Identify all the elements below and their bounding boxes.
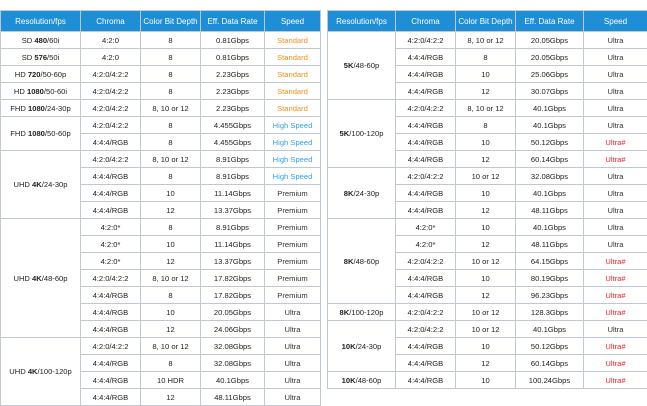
resolution-cell <box>1 151 81 219</box>
chroma-cell: 4:4:4/RGB <box>396 202 456 219</box>
chroma-cell: 4:4:4/RGB <box>81 372 141 389</box>
bit-depth-cell: 8, 10 or 12 <box>456 32 516 49</box>
bit-depth-cell: 10 <box>456 372 516 389</box>
speed-cell: Ultra <box>584 236 647 253</box>
data-rate-cell: 40.1Gbps <box>516 219 584 236</box>
chroma-cell: 4:2:0/4:2:2 <box>81 338 141 355</box>
table-row <box>1 66 321 83</box>
chroma-cell: 4:2:0* <box>81 236 141 253</box>
bit-depth-cell: 8 <box>141 32 201 49</box>
chroma-cell: 4:4:4/RGB <box>81 185 141 202</box>
bit-depth-cell: 10 <box>141 304 201 321</box>
resolution-rate: /48-60p <box>356 376 382 385</box>
data-rate-cell: 80.19Gbps <box>516 270 584 287</box>
speed-cell: High Speed <box>265 151 321 168</box>
chroma-cell: 4:4:4/RGB <box>396 83 456 100</box>
data-rate-cell: 128.3Gbps <box>516 304 584 321</box>
resolution-value: 5K <box>340 129 350 138</box>
table-row <box>1 151 321 168</box>
bit-depth-cell: 8 <box>141 168 201 185</box>
data-rate-cell: 30.07Gbps <box>516 83 584 100</box>
header-speed: Speed <box>584 11 647 32</box>
table-row <box>328 32 647 49</box>
resolution-cell <box>1 83 81 100</box>
resolution-prefix: SD <box>22 36 35 45</box>
table-row <box>328 219 647 236</box>
bit-depth-cell: 12 <box>141 321 201 338</box>
speed-cell: High Speed <box>265 168 321 185</box>
resolution-value: 8K <box>340 308 350 317</box>
chroma-cell: 4:2:0/4:2:2 <box>81 270 141 287</box>
bit-depth-cell: 8 <box>141 355 201 372</box>
speed-cell: Ultra <box>265 389 321 406</box>
resolution-prefix: FHD <box>10 129 28 138</box>
speed-cell: Standard <box>265 83 321 100</box>
data-rate-cell: 60.14Gbps <box>516 151 584 168</box>
resolution-prefix: FHD <box>10 104 28 113</box>
resolution-cell <box>328 219 396 304</box>
table-row <box>1 117 321 134</box>
resolution-value: 8K <box>344 257 354 266</box>
bit-depth-cell: 8 <box>456 117 516 134</box>
resolution-rate: /24-30p <box>42 180 68 189</box>
chroma-cell: 4:2:0/4:2:2 <box>396 321 456 338</box>
bit-depth-cell: 8, 10 or 12 <box>141 270 201 287</box>
chroma-cell: 4:2:0* <box>396 236 456 253</box>
speed-cell: Ultra# <box>584 253 647 270</box>
data-rate-cell: 11.14Gbps <box>201 185 265 202</box>
table-row <box>1 32 321 49</box>
data-rate-cell: 8.91Gbps <box>201 168 265 185</box>
bit-depth-cell: 12 <box>456 236 516 253</box>
resolution-prefix: UHD <box>13 180 32 189</box>
bit-depth-cell: 10 <box>456 338 516 355</box>
speed-cell: Ultra# <box>584 151 647 168</box>
bit-depth-cell: 10 <box>456 219 516 236</box>
chroma-cell: 4:4:4/RGB <box>81 304 141 321</box>
data-rate-cell: 4.455Gbps <box>201 117 265 134</box>
data-rate-cell: 40.1Gbps <box>516 321 584 338</box>
speed-cell: Ultra# <box>584 355 647 372</box>
speed-cell: Standard <box>265 49 321 66</box>
data-rate-cell: 25.06Gbps <box>516 66 584 83</box>
table-row <box>328 168 647 185</box>
data-rate-cell: 40.1Gbps <box>516 117 584 134</box>
speed-cell: Ultra <box>584 83 647 100</box>
resolution-prefix: UHD <box>9 367 28 376</box>
resolution-rate: /48-60p <box>353 61 379 70</box>
speed-cell: Ultra <box>265 355 321 372</box>
data-rate-cell: 20.05Gbps <box>516 32 584 49</box>
chroma-cell: 4:4:4/RGB <box>396 338 456 355</box>
bit-depth-cell: 10 <box>141 185 201 202</box>
chroma-cell: 4:2:0/4:2:2 <box>396 32 456 49</box>
data-rate-cell: 32.08Gbps <box>201 355 265 372</box>
bit-depth-cell: 10 or 12 <box>456 253 516 270</box>
resolution-rate: /50i <box>47 53 59 62</box>
resolution-value: 4K <box>32 274 42 283</box>
data-rate-cell: 17.82Gbps <box>201 287 265 304</box>
data-rate-cell: 2.23Gbps <box>201 66 265 83</box>
table-row <box>1 338 321 355</box>
bit-depth-cell: 10 <box>456 66 516 83</box>
data-rate-cell: 48.11Gbps <box>516 202 584 219</box>
chroma-cell: 4:4:4/RGB <box>396 66 456 83</box>
resolution-rate: /24-30p <box>45 104 71 113</box>
resolution-rate: /48-60p <box>353 257 379 266</box>
resolution-rate: /50-60i <box>44 87 67 96</box>
speed-cell: Ultra <box>265 321 321 338</box>
bit-depth-cell: 8, 10 or 12 <box>141 338 201 355</box>
speed-cell: Ultra <box>584 49 647 66</box>
data-rate-cell: 13.37Gbps <box>201 253 265 270</box>
resolution-rate: /50-60p <box>45 129 71 138</box>
data-rate-cell: 20.05Gbps <box>516 49 584 66</box>
chroma-cell: 4:4:4/RGB <box>396 134 456 151</box>
resolution-cell <box>1 100 81 117</box>
speed-cell: Ultra <box>584 100 647 117</box>
table-left <box>0 10 321 406</box>
bit-depth-cell: 8, 10 or 12 <box>141 100 201 117</box>
data-rate-cell: 40.1Gbps <box>516 100 584 117</box>
header-chroma: Chroma <box>396 11 456 32</box>
data-rate-cell: 13.37Gbps <box>201 202 265 219</box>
header-bit-depth: Color Bit Depth <box>141 11 201 32</box>
resolution-rate: /24-30p <box>353 189 379 198</box>
speed-cell: Ultra <box>584 117 647 134</box>
table-left-body <box>1 32 321 406</box>
speed-cell: Premium <box>265 287 321 304</box>
table-row <box>1 100 321 117</box>
table-row <box>328 372 647 389</box>
chroma-cell: 4:2:0/4:2:2 <box>396 100 456 117</box>
data-rate-cell: 2.23Gbps <box>201 83 265 100</box>
bit-depth-cell: 12 <box>456 202 516 219</box>
data-rate-cell: 40.1Gbps <box>516 185 584 202</box>
bit-depth-cell: 8, 10 or 12 <box>456 100 516 117</box>
data-rate-cell: 11.14Gbps <box>201 236 265 253</box>
speed-cell: Ultra# <box>584 287 647 304</box>
header-resolution: Resolution/fps <box>328 11 396 32</box>
speed-cell: Ultra <box>584 321 647 338</box>
data-rate-cell: 100.24Gbps <box>516 372 584 389</box>
resolution-value: 1080 <box>28 129 45 138</box>
resolution-rate: /100-120p <box>349 308 383 317</box>
header-speed: Speed <box>265 11 321 32</box>
data-rate-cell: 24.06Gbps <box>201 321 265 338</box>
resolution-cell <box>1 338 81 406</box>
bit-depth-cell: 8 <box>141 134 201 151</box>
data-rate-cell: 64.15Gbps <box>516 253 584 270</box>
chroma-cell: 4:4:4/RGB <box>396 287 456 304</box>
data-rate-cell: 2.23Gbps <box>201 100 265 117</box>
resolution-value: 4K <box>32 180 42 189</box>
bit-depth-cell: 10 HDR <box>141 372 201 389</box>
data-rate-cell: 8.91Gbps <box>201 151 265 168</box>
resolution-prefix: UHD <box>13 274 32 283</box>
speed-cell: Ultra <box>584 66 647 83</box>
chroma-cell: 4:4:4/RGB <box>396 117 456 134</box>
speed-cell: Ultra# <box>584 338 647 355</box>
data-rate-cell: 48.11Gbps <box>201 389 265 406</box>
data-rate-cell: 50.12Gbps <box>516 338 584 355</box>
bit-depth-cell: 8 <box>141 287 201 304</box>
resolution-value: 576 <box>34 53 47 62</box>
bit-depth-cell: 12 <box>456 355 516 372</box>
resolution-rate: /60i <box>47 36 59 45</box>
resolution-cell <box>328 32 396 100</box>
bit-depth-cell: 8 <box>141 66 201 83</box>
resolution-cell <box>1 49 81 66</box>
chroma-cell: 4:2:0/4:2:2 <box>396 168 456 185</box>
speed-cell: Premium <box>265 236 321 253</box>
chroma-cell: 4:2:0* <box>396 219 456 236</box>
speed-cell: Premium <box>265 270 321 287</box>
resolution-cell <box>328 100 396 168</box>
speed-cell: Premium <box>265 253 321 270</box>
bit-depth-cell: 10 or 12 <box>456 321 516 338</box>
chroma-cell: 4:4:4/RGB <box>81 202 141 219</box>
resolution-value: 720 <box>28 70 41 79</box>
speed-cell: Ultra <box>265 372 321 389</box>
chroma-cell: 4:4:4/RGB <box>396 355 456 372</box>
data-rate-cell: 20.05Gbps <box>201 304 265 321</box>
table-row <box>328 100 647 117</box>
bit-depth-cell: 8 <box>141 83 201 100</box>
chroma-cell: 4:2:0* <box>81 219 141 236</box>
speed-cell: Premium <box>265 185 321 202</box>
bit-depth-cell: 12 <box>456 287 516 304</box>
resolution-rate: /100-120p <box>349 129 383 138</box>
resolution-cell <box>1 66 81 83</box>
speed-cell: Standard <box>265 32 321 49</box>
resolution-value: 1080 <box>27 87 44 96</box>
data-rate-cell: 0.81Gbps <box>201 49 265 66</box>
data-rate-cell: 17.82Gbps <box>201 270 265 287</box>
resolution-value: 10K <box>342 376 356 385</box>
speed-cell: Ultra# <box>584 270 647 287</box>
speed-cell: High Speed <box>265 134 321 151</box>
resolution-prefix: HD <box>15 70 28 79</box>
speed-cell: Ultra <box>584 202 647 219</box>
chroma-cell: 4:4:4/RGB <box>81 321 141 338</box>
chroma-cell: 4:4:4/RGB <box>81 168 141 185</box>
chroma-cell: 4:4:4/RGB <box>81 287 141 304</box>
resolution-cell <box>328 168 396 219</box>
bit-depth-cell: 12 <box>456 151 516 168</box>
table-right-body <box>328 32 647 389</box>
bit-depth-cell: 10 <box>456 185 516 202</box>
speed-cell: Ultra <box>584 168 647 185</box>
speed-cell: High Speed <box>265 117 321 134</box>
header-data-rate: Eff. Data Rate <box>516 11 584 32</box>
speed-cell: Ultra <box>584 185 647 202</box>
table-row <box>1 219 321 236</box>
chroma-cell: 4:2:0/4:2:2 <box>81 83 141 100</box>
speed-cell: Premium <box>265 219 321 236</box>
resolution-prefix: HD <box>14 87 27 96</box>
chroma-cell: 4:2:0* <box>81 253 141 270</box>
bit-depth-cell: 8 <box>141 49 201 66</box>
chroma-cell: 4:2:0/4:2:2 <box>81 151 141 168</box>
chroma-cell: 4:4:4/RGB <box>81 134 141 151</box>
header-data-rate: Eff. Data Rate <box>201 11 265 32</box>
resolution-rate: /48-60p <box>42 274 68 283</box>
chroma-cell: 4:4:4/RGB <box>81 355 141 372</box>
table-row <box>1 49 321 66</box>
table-row <box>1 83 321 100</box>
table-row <box>328 321 647 338</box>
chroma-cell: 4:4:4/RGB <box>396 270 456 287</box>
resolution-cell <box>328 372 396 389</box>
resolution-rate: /24-30p <box>356 342 382 351</box>
header-row <box>328 11 647 32</box>
chroma-cell: 4:4:4/RGB <box>81 389 141 406</box>
speed-cell: Standard <box>265 66 321 83</box>
bit-depth-cell: 10 <box>141 236 201 253</box>
data-rate-cell: 32.08Gbps <box>516 168 584 185</box>
speed-cell: Standard <box>265 100 321 117</box>
resolution-value: 1080 <box>28 104 45 113</box>
speed-cell: Ultra# <box>584 372 647 389</box>
resolution-cell <box>1 117 81 151</box>
data-rate-cell: 40.1Gbps <box>201 372 265 389</box>
chroma-cell: 4:2:0/4:2:2 <box>81 100 141 117</box>
speed-cell: Ultra <box>265 304 321 321</box>
resolution-rate: /100-120p <box>38 367 72 376</box>
header-row <box>1 11 321 32</box>
data-rate-cell: 8.91Gbps <box>201 219 265 236</box>
bit-depth-cell: 10 or 12 <box>456 168 516 185</box>
resolution-value: 4K <box>28 367 38 376</box>
header-bit-depth: Color Bit Depth <box>456 11 516 32</box>
bit-depth-cell: 10 <box>456 270 516 287</box>
resolution-cell <box>328 304 396 321</box>
chroma-cell: 4:2:0/4:2:2 <box>396 304 456 321</box>
bit-depth-cell: 8 <box>456 49 516 66</box>
header-resolution: Resolution/fps <box>1 11 81 32</box>
resolution-cell <box>328 321 396 372</box>
header-chroma: Chroma <box>81 11 141 32</box>
resolution-value: 5K <box>344 61 354 70</box>
chroma-cell: 4:4:4/RGB <box>396 151 456 168</box>
data-rate-cell: 32.08Gbps <box>201 338 265 355</box>
speed-cell: Ultra <box>265 338 321 355</box>
resolution-prefix: SD <box>22 53 35 62</box>
bit-depth-cell: 8 <box>141 117 201 134</box>
bit-depth-cell: 10 or 12 <box>456 304 516 321</box>
data-rate-cell: 60.14Gbps <box>516 355 584 372</box>
chroma-cell: 4:4:4/RGB <box>396 185 456 202</box>
table-right <box>327 10 647 389</box>
chroma-cell: 4:2:0 <box>81 32 141 49</box>
data-rate-cell: 50.12Gbps <box>516 134 584 151</box>
data-rate-cell: 96.23Gbps <box>516 287 584 304</box>
bit-depth-cell: 8 <box>141 219 201 236</box>
chroma-cell: 4:2:0/4:2:2 <box>396 253 456 270</box>
speed-cell: Ultra# <box>584 304 647 321</box>
speed-cell: Ultra <box>584 219 647 236</box>
table-row <box>328 304 647 321</box>
data-rate-cell: 4.455Gbps <box>201 134 265 151</box>
resolution-value: 10K <box>342 342 356 351</box>
bit-depth-cell: 12 <box>141 389 201 406</box>
resolution-value: 480 <box>34 36 47 45</box>
data-rate-cell: 0.81Gbps <box>201 32 265 49</box>
speed-cell: Ultra# <box>584 134 647 151</box>
bit-depth-cell: 12 <box>141 253 201 270</box>
chroma-cell: 4:2:0/4:2:2 <box>81 117 141 134</box>
chroma-cell: 4:2:0/4:2:2 <box>81 66 141 83</box>
chroma-cell: 4:4:4/RGB <box>396 372 456 389</box>
resolution-cell <box>1 219 81 338</box>
resolution-cell <box>1 32 81 49</box>
bit-depth-cell: 10 <box>456 134 516 151</box>
chroma-cell: 4:2:0 <box>81 49 141 66</box>
bit-depth-cell: 8, 10 or 12 <box>141 151 201 168</box>
resolution-rate: /50-60p <box>40 70 66 79</box>
chroma-cell: 4:4:4/RGB <box>396 49 456 66</box>
bit-depth-cell: 12 <box>456 83 516 100</box>
data-rate-cell: 48.11Gbps <box>516 236 584 253</box>
speed-cell: Ultra <box>584 32 647 49</box>
resolution-value: 8K <box>344 189 354 198</box>
bit-depth-cell: 12 <box>141 202 201 219</box>
speed-cell: Premium <box>265 202 321 219</box>
